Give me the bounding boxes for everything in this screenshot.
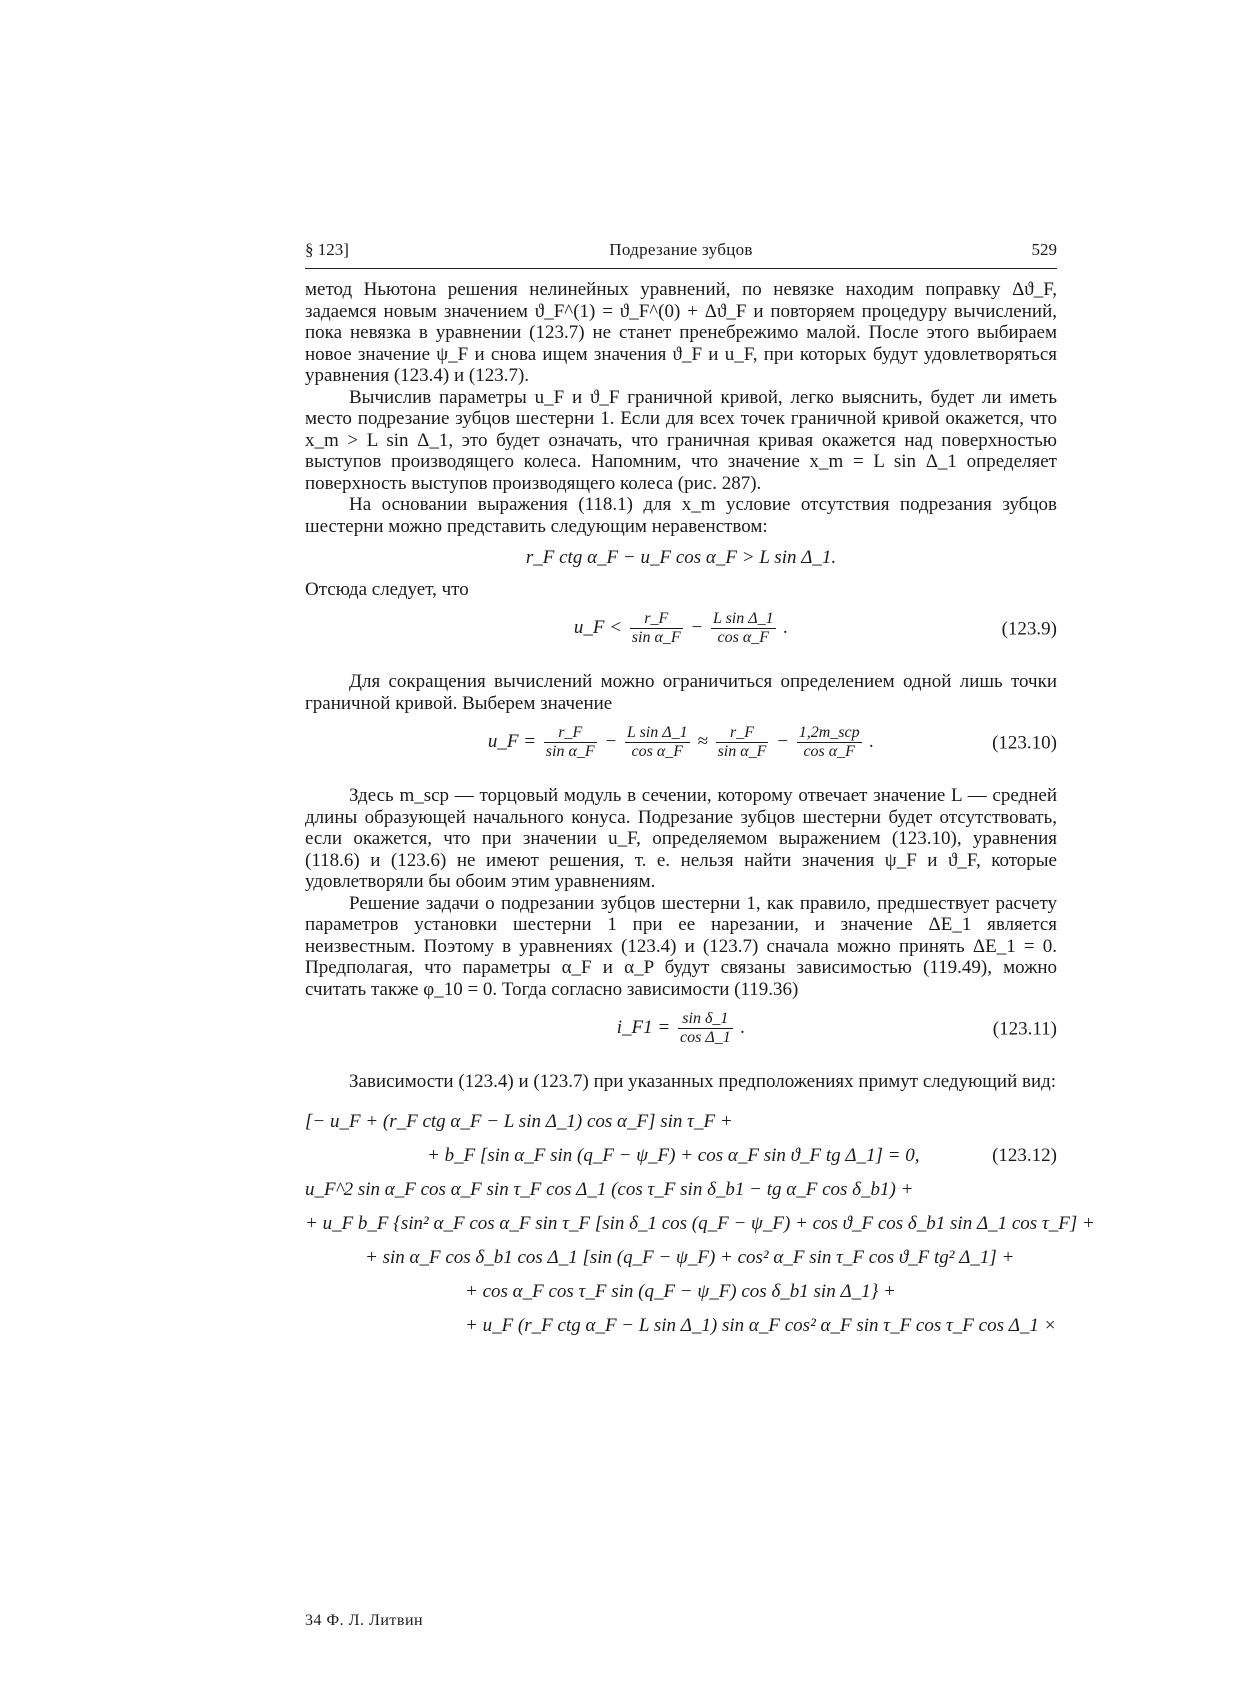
eq-end: . <box>740 1016 746 1038</box>
equation-line: + u_F (r_F ctg α_F − L sin Δ_1) sin α_F cos² α_F sin τ_F cos τ_F cos Δ_1 × <box>465 1314 1057 1336</box>
body-text <box>305 279 1095 1343</box>
fraction-denominator: sin α_F <box>631 629 681 646</box>
paragraph: метод Ньютона решения нелинейных уравнений, по невязке находим поправку Δϑ_F, задаемся новым значением ϑ_F^(1) = ϑ_F^(0) + Δϑ_F и повторяем процедуру вычислений, пока невязка в уравнении (123.7) не станет пренебрежимо малой. После этого выбираем новое значение ψ_F и снова ищем значения ϑ_F и u_F, при которых будут удовлетворяться уравнения (123.4) и (123.7). <box>305 279 1057 386</box>
equation-number: (123.10) <box>992 731 1057 753</box>
fraction-numerator: 1,2m_scp <box>798 724 860 741</box>
fraction <box>716 724 769 761</box>
paragraph: Вычислив параметры u_F и ϑ_F граничной кривой, легко выяснить, будет ли иметь место подрезание зубцов шестерни 1. Если для всех точек граничной кривой окажется, что x_m > L sin Δ_1, это будет означать, что граничная кривая окажется над поверхностью выступов производящего колеса. Напомним, что значение x_m = L sin Δ_1 определяет поверхность выступов производящего колеса (рис. 287). <box>305 386 1057 494</box>
eq-end: . <box>869 730 875 752</box>
eq-lhs: u_F < <box>573 616 623 638</box>
paragraph: Зависимости (123.4) и (123.7) при указанных предположениях примут следующий вид: <box>349 1071 1057 1092</box>
fraction-numerator: L sin Δ_1 <box>626 724 688 741</box>
paragraph: На основании выражения (118.1) для x_m условие отсутствия подрезания зубцов шестерни можно представить следующим неравенством: <box>305 494 1057 537</box>
equation-123-9 <box>305 610 1057 647</box>
equation-line: u_F^2 sin α_F cos α_F sin τ_F cos Δ_1 (cos τ_F sin δ_b1 − tg α_F cos δ_b1) + <box>305 1178 914 1200</box>
equation-line: + u_F b_F {sin² α_F cos α_F sin τ_F [sin δ_1 cos (q_F − ψ_F) + cos ϑ_F cos δ_b1 sin Δ_1 cos τ_F] + <box>305 1212 1095 1234</box>
eq-operator: − <box>776 730 789 752</box>
paragraph: Здесь m_scp — торцовый модуль в сечении, которому отвечает значение L — средней длины образующей начального конуса. Подрезание зубцов шестерни будет отсутствовать, если окажется, что при значении u_F, определяемом выражением (123.10), уравнения (118.6) и (123.6) не имеют решения, т. е. нельзя найти значения ψ_F и ϑ_F, которые удовлетворяли бы обоим этим уравнениям. <box>305 785 1057 892</box>
equation-line: [− u_F + (r_F ctg α_F − L sin Δ_1) cos α_F] sin τ_F + <box>305 1110 733 1132</box>
inequality-text: r_F ctg α_F − u_F cos α_F > L sin Δ_1. <box>525 547 837 568</box>
fraction-denominator: cos α_F <box>717 629 770 646</box>
equation-number: (123.11) <box>992 1017 1057 1039</box>
eq-lhs: u_F = <box>487 730 537 752</box>
fraction <box>797 724 862 761</box>
running-title: Подрезание зубцов <box>609 240 753 259</box>
eq-lhs: i_F1 = <box>616 1016 671 1038</box>
footer-signature: 34 Ф. Л. Литвин <box>305 1612 424 1629</box>
fraction <box>711 610 776 647</box>
fraction-denominator: sin α_F <box>545 743 595 760</box>
equation-line: + b_F [sin α_F sin (q_F − ψ_F) + cos α_F sin ϑ_F tg Δ_1] = 0, <box>427 1144 920 1166</box>
fraction-numerator: L sin Δ_1 <box>712 610 774 627</box>
paragraph: Решение задачи о подрезании зубцов шестерни 1, как правило, предшествует расчету параметров установки шестерни 1 при ее нарезании, и значение ΔE_1 является неизвестным. Поэтому в уравнениях (123.4) и (123.7) сначала можно принять ΔE_1 = 0. Предполагая, что параметры α_F и α_P будут связаны зависимостью (119.49), можно считать также φ_10 = 0. Тогда согласно зависимости (119.36) <box>305 892 1057 1000</box>
fraction-denominator: cos α_F <box>631 743 684 760</box>
fraction <box>544 724 597 761</box>
fraction <box>630 610 683 647</box>
equation-number: (123.12) <box>992 1144 1057 1166</box>
equation-123-12 <box>305 1105 1095 1343</box>
fraction-numerator: r_F <box>544 724 597 743</box>
fraction-numerator: r_F <box>716 724 769 743</box>
eq-operator: − <box>690 616 704 638</box>
fraction <box>678 1010 733 1047</box>
section-label: § 123] <box>305 240 349 259</box>
fraction-denominator: cos Δ_1 <box>680 1029 731 1046</box>
equation-line: + sin α_F cos δ_b1 cos Δ_1 [sin (q_F − ψ_F) + cos² α_F sin τ_F cos ϑ_F tg² Δ_1] + <box>365 1246 1015 1268</box>
eq-operator: − <box>604 730 618 752</box>
equation-line: + cos α_F cos τ_F sin (q_F − ψ_F) cos δ_b1 sin Δ_1} + <box>465 1280 896 1302</box>
page <box>305 240 1095 1347</box>
equation-123-10 <box>305 724 1057 761</box>
fraction-denominator: sin α_F <box>717 743 767 760</box>
page-number: 529 <box>1031 240 1057 259</box>
inequality <box>305 547 1057 569</box>
fraction <box>625 724 690 761</box>
equation-123-11 <box>305 1010 1057 1047</box>
paragraph: Отсюда следует, что <box>305 578 469 600</box>
fraction-denominator: cos α_F <box>803 743 855 760</box>
eq-end: . <box>783 616 789 638</box>
fraction-numerator: sin δ_1 <box>678 1010 733 1029</box>
fraction-numerator: r_F <box>630 610 683 629</box>
running-header <box>305 240 1057 269</box>
equation-number: (123.9) <box>1001 617 1057 639</box>
paragraph: Для сокращения вычислений можно ограничиться определением одной лишь точки граничной кривой. Выберем значение <box>305 671 1057 714</box>
eq-operator: ≈ <box>697 730 708 752</box>
